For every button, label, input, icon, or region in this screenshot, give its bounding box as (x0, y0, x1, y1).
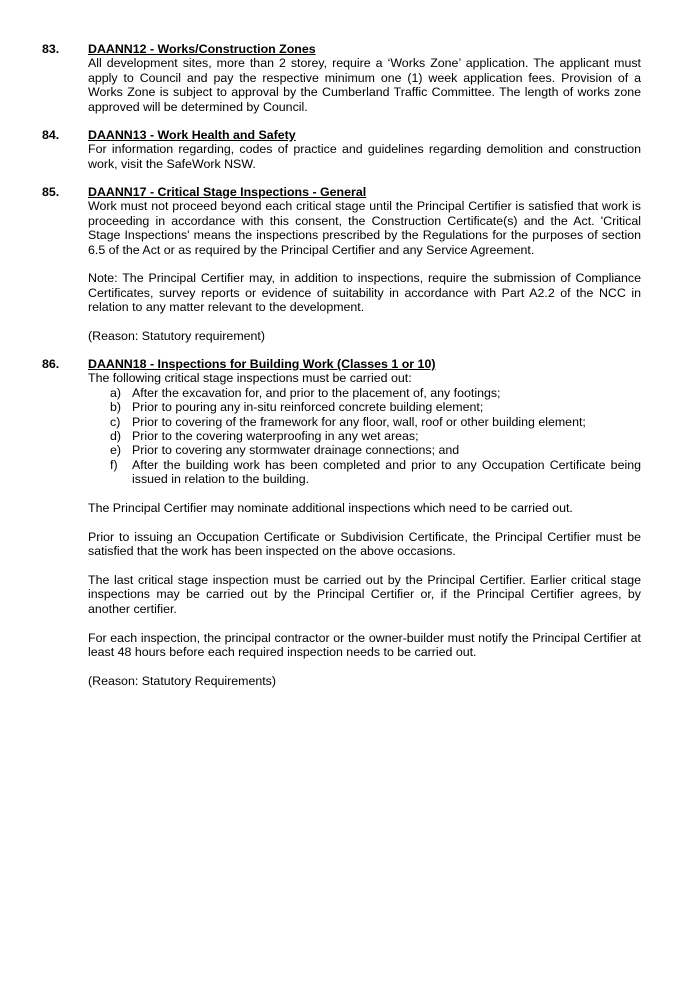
list-marker: a) (110, 385, 122, 400)
condition-paragraph: The last critical stage inspection must be carried out by the Principal Certifier. Earlier critical stage inspections may be carried out by the Principal Certifier or, if the Principal Certifier agrees, by another certifier. (88, 573, 641, 616)
list-item-text: After the building work has been completed and prior to any Occupation Certificate being issued in relation to the building. (132, 457, 641, 487)
condition-number: 86. (42, 357, 60, 371)
list-item-text: Prior to covering of the framework for any floor, wall, roof or other building element; (132, 414, 586, 429)
list-marker: c) (110, 414, 121, 429)
list-item-text: Prior to covering any stormwater drainage connections; and (132, 443, 460, 458)
condition-body (88, 42, 641, 114)
paragraph-spacer (88, 315, 641, 329)
paragraph-spacer (88, 559, 641, 573)
list-item (88, 458, 641, 487)
list-item (88, 415, 641, 429)
list-marker: e) (110, 443, 122, 458)
condition-paragraph: For information regarding, codes of practice and guidelines regarding demolition and construction work, visit the SafeWork NSW. (88, 142, 641, 171)
condition-number: 83. (42, 42, 60, 56)
condition-paragraph: The Principal Certifier may nominate additional inspections which need to be carried out. (88, 501, 573, 516)
condition-title: DAANN17 - Critical Stage Inspections - General (88, 185, 367, 199)
condition-number: 85. (42, 185, 60, 199)
paragraph-spacer (88, 659, 641, 673)
paragraph-spacer (88, 515, 641, 529)
condition-reason: (Reason: Statutory Requirements) (88, 673, 277, 688)
list-item-text: Prior to the covering waterproofing in any wet areas; (132, 429, 419, 444)
condition-body (88, 128, 641, 171)
condition-intro: The following critical stage inspections must be carried out: (88, 371, 412, 386)
list-item-text: Prior to pouring any in-situ reinforced concrete building element; (132, 400, 484, 415)
condition-paragraph: Work must not proceed beyond each critical stage until the Principal Certifier is satisfied that work is proceeding in accordance with this consent, the Construction Certificate(s) and the Act. 'Critical Stage Inspections' means the inspections prescribed by the Regulations for the purposes of section 6.5 of the Act or as required by the Principal Certifier and any Service Agreement. (88, 199, 641, 257)
list-item-text: After the excavation for, and prior to the placement of, any footings; (132, 385, 501, 400)
list-marker: b) (110, 400, 122, 415)
condition-paragraph: For each inspection, the principal contractor or the owner-builder must notify the Principal Certifier at least 48 hours before each required inspection needs to be carried out. (88, 630, 641, 660)
list-marker: f) (110, 457, 118, 472)
inspection-list (88, 386, 641, 487)
list-item (88, 400, 641, 414)
condition-body (88, 357, 641, 688)
condition-title: DAANN12 - Works/Construction Zones (88, 42, 316, 56)
condition-paragraph: All development sites, more than 2 storey, require a ‘Works Zone’ application. The applicant must apply to Council and pay the respective minimum one (1) week application fees. Provision of a Works Zone is subject to approval by the Cumberland Traffic Committee. The length of works zone approved will be determined by Council. (88, 56, 641, 114)
paragraph-spacer (88, 257, 641, 271)
condition-number: 84. (42, 128, 60, 142)
condition-title: DAANN18 - Inspections for Building Work (Classes 1 or 10) (88, 357, 436, 371)
paragraph-spacer (88, 487, 641, 501)
list-item (88, 443, 641, 457)
list-item (88, 386, 641, 400)
condition-paragraph: Prior to issuing an Occupation Certificate or Subdivision Certificate, the Principal Certifier must be satisfied that the work has been inspected on the above occasions. (88, 529, 641, 559)
condition-body (88, 185, 641, 343)
list-marker: d) (110, 429, 122, 444)
list-item (88, 429, 641, 443)
condition-reason: (Reason: Statutory requirement) (88, 329, 265, 344)
condition-note: Note: The Principal Certifier may, in addition to inspections, require the submission of Compliance Certificates, survey reports or evidence of suitability in accordance with Part A2.2 of the NCC in relation to any matter relevant to the development. (88, 271, 641, 315)
condition-title: DAANN13 - Work Health and Safety (88, 128, 296, 142)
paragraph-spacer (88, 616, 641, 630)
